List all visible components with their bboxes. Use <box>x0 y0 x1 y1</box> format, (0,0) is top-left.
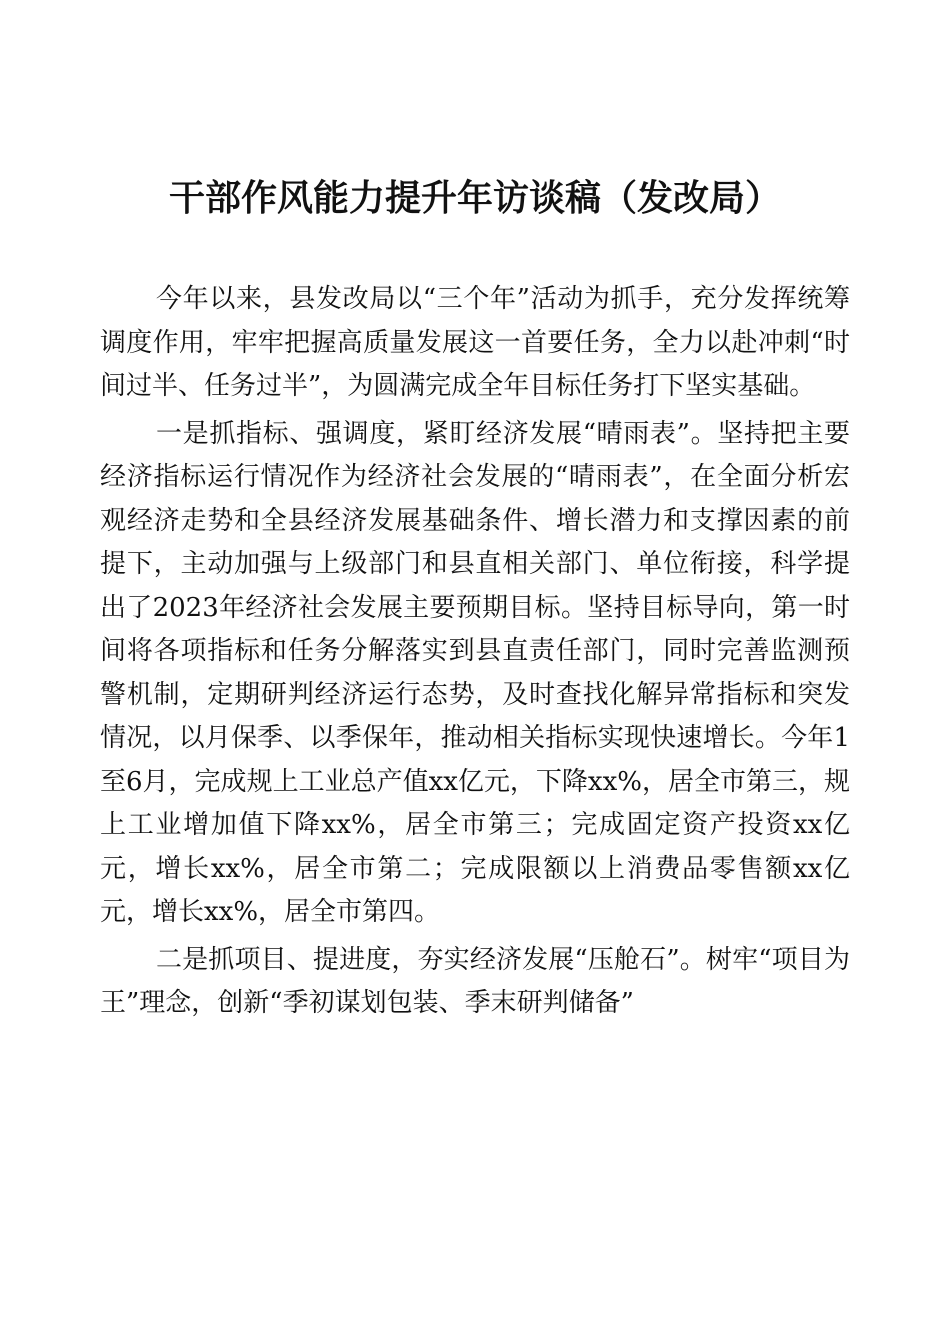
document-title: 干部作风能力提升年访谈稿（发改局） <box>168 177 781 219</box>
document-body <box>100 278 850 1030</box>
paragraph-projects: 二是抓项目、提进度，夯实经济发展“压舱石”。树牢“项目为王”理念，创新“季初谋划包装、季末研判储备” <box>100 944 850 1018</box>
paragraph-intro: 今年以来，县发改局以“三个年”活动为抓手，充分发挥统筹调度作用，牢牢把握高质量发展这一首要任务，全力以赴冲刺“时间过半、任务过半”，为圆满完成全年目标任务打下坚实基础。 <box>100 284 850 401</box>
paragraph-indicators: 一是抓指标、强调度，紧盯经济发展“晴雨表”。坚持把主要经济指标运行情况作为经济社会发展的“晴雨表”，在全面分析宏观经济走势和全县经济发展基础条件、增长潜力和支撑因素的前提下，主动加强与上级部门和县直相关部门、单位衔接，科学提出了2023年经济社会发展主要预期目标。坚持目标导向，第一时间将各项指标和任务分解落实到县直责任部门，同时完善监测预警机制，定期研判经济运行态势，及时查找化解异常指标和突发情况，以月保季、以季保年，推动相关指标实现快速增长。今年1至6月，完成规上工业总产值xx亿元，下降xx%，居全市第三，规上工业增加值下降xx%，居全市第三；完成固定资产投资xx亿元，增长xx%，居全市第二；完成限额以上消费品零售额xx亿元，增长xx%，居全市第四。 <box>100 418 850 927</box>
